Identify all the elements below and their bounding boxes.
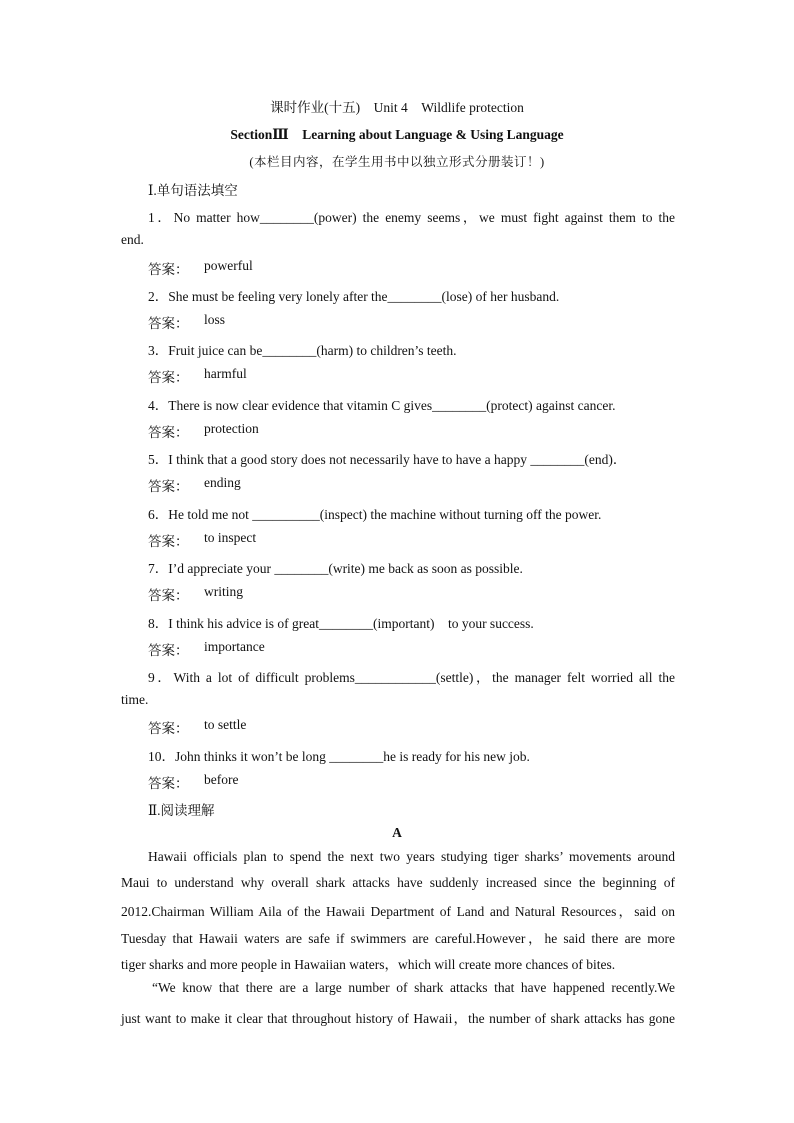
paragraph-line: tiger sharks and more people in Hawaiian waters，which will create more chances of bites. [121,957,616,972]
question-2: 2．She must be feeling very lonely after the________(lose) of her husband. [148,289,560,304]
binding-note: (本栏目内容，在学生用书中以独立形式分册装订！) [249,155,545,169]
section2-title: Ⅱ.阅读理解 [148,803,215,818]
answer-label: 答案： [148,316,189,331]
question-7: 7．I’d appreciate your ________(write) me back as soon as possible. [148,561,523,576]
answer-2: loss [204,312,226,327]
question-10: 10．John thinks it won’t be long ________he is ready for his new job. [148,749,530,764]
answer-7: writing [204,584,243,599]
paragraph-line: 2012.Chairman William Aila of the Hawaii Department of Land and Natural Resources，said on [121,904,675,919]
answer-9: to settle [204,717,247,732]
answer-label: 答案： [148,370,189,385]
paragraph-line: Maui to understand why overall shark attacks have suddenly increased since the beginning of [121,875,675,890]
question-9: 9．With a lot of difficult problems____________(settle)，the manager felt worried all the [148,670,675,685]
answer-5: ending [204,475,241,490]
answer-8: importance [204,639,265,654]
question-1-cont: end. [121,232,144,247]
question-6: 6．He told me not __________(inspect) the machine without turning off the power. [148,507,602,522]
answer-3: harmful [204,366,247,381]
question-3: 3．Fruit juice can be________(harm) to children’s teeth. [148,343,457,358]
question-8: 8．I think his advice is of great________(important) to your success. [148,616,534,631]
answer-6: to inspect [204,530,257,545]
paragraph-line: just want to make it clear that throughout history of Hawaii，the number of shark attacks has gone [121,1011,675,1026]
answer-label: 答案： [148,776,189,791]
section1-title: Ⅰ.单句语法填空 [148,183,238,198]
answer-label: 答案： [148,588,189,603]
answer-label: 答案： [148,721,189,736]
section-subtitle: SectionⅢ Learning about Language & Using Language [230,127,564,142]
answer-1: powerful [204,258,253,273]
question-9-cont: time. [121,692,149,707]
question-4: 4．There is now clear evidence that vitamin C gives________(protect) against cancer. [148,398,616,413]
paragraph-line: Tuesday that Hawaii waters are safe if swimmers are careful.However，he said there are more [121,931,675,946]
paragraph-line: “We know that there are a large number of shark attacks that have happened recently.We [152,980,675,995]
question-1: 1．No matter how________(power) the enemy seems，we must fight against them to the [148,210,675,225]
passage-label: A [392,825,402,840]
answer-label: 答案： [148,534,189,549]
answer-10: before [204,772,239,787]
answer-label: 答案： [148,262,189,277]
answer-4: protection [204,421,259,436]
answer-label: 答案： [148,643,189,658]
page-title: 课时作业(十五) Unit 4 Wildlife protection [270,100,524,115]
answer-label: 答案： [148,425,189,440]
paragraph-line: Hawaii officials plan to spend the next two years studying tiger sharks’ movements around [148,849,675,864]
question-5: 5．I think that a good story does not necessarily have to have a happy ________(end)． [148,452,627,467]
answer-label: 答案： [148,479,189,494]
